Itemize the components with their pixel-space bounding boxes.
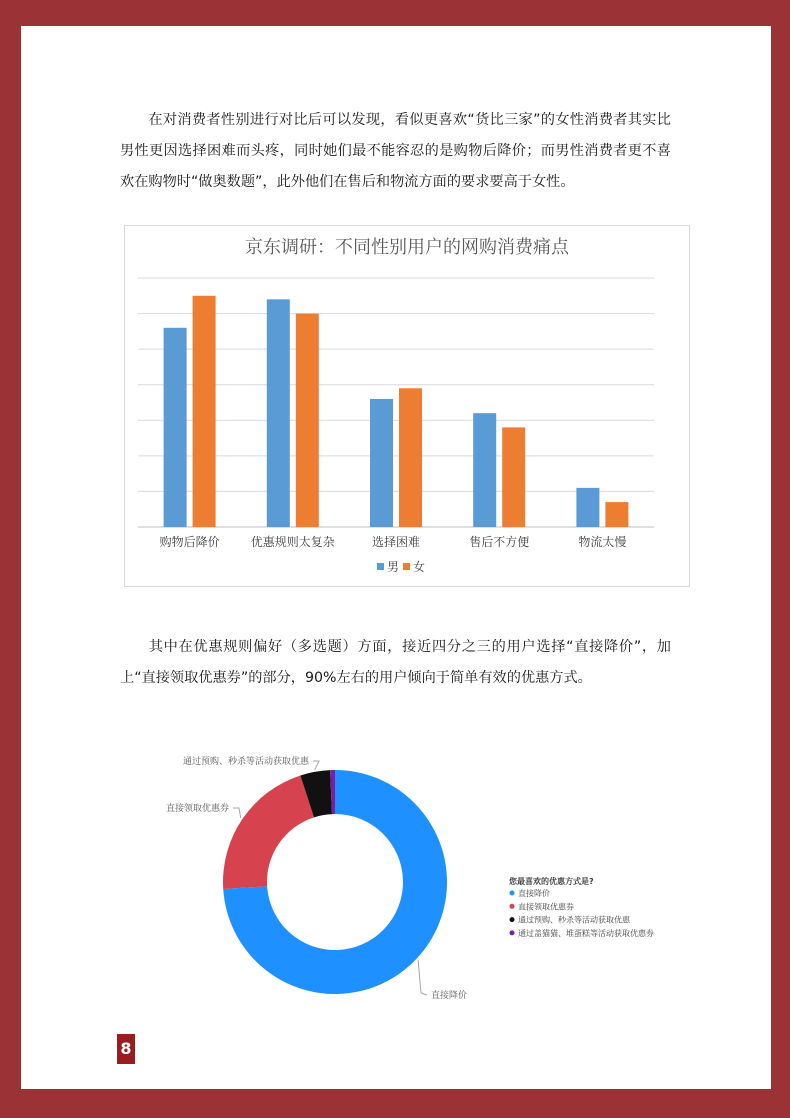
legend-dot (510, 904, 515, 909)
bar-chart-pain-points (124, 225, 690, 587)
leader-line (313, 761, 319, 770)
paragraph-text: 在对消费者性别进行对比后可以发现，看似更喜欢“货比三家”的女性消费者其实比男性更因选择困难而头疼，同时她们最不能容忍的是购物后降价；而男性消费者更不喜欢在购物时“做奥数题”，此外他们在售后和物流方面的要求要高于女性。 (120, 112, 671, 190)
leader-line (233, 808, 241, 818)
paragraph-discount-preference (120, 632, 671, 694)
leader-line (418, 960, 427, 995)
paragraph-text: 其中在优惠规则偏好（多选题）方面，接近四分之三的用户选择“直接降价”，加上“直接领取优惠券”的部分，90%左右的用户倾向于简单有效的优惠方式。 (120, 639, 671, 686)
legend-label: 通过盖猫猫、堆蛋糕等活动获取优惠券 (518, 928, 654, 938)
bar-male-3 (473, 413, 496, 527)
legend-swatch (403, 563, 410, 570)
bar-male-1 (267, 299, 290, 527)
slice-label: 直接领取优惠券 (165, 804, 229, 814)
x-tick-label: 优惠规则太复杂 (250, 535, 335, 549)
bar-female-0 (193, 296, 216, 527)
bar-male-2 (370, 399, 393, 527)
legend-title: 您最喜欢的优惠方式是? (509, 877, 594, 886)
bar-male-0 (164, 328, 187, 527)
x-tick-label: 售后不方便 (469, 535, 530, 549)
legend-dot (510, 917, 515, 922)
legend-label: 男 (387, 560, 400, 574)
bar-female-3 (502, 427, 525, 527)
donut-chart-discount (121, 736, 701, 1026)
chart-title: 京东调研：不同性别用户的网购消费痛点 (245, 237, 569, 258)
legend-dot (510, 891, 515, 896)
slice-label: 直接降价 (431, 991, 468, 1001)
donut-chart-canvas (121, 736, 701, 1026)
legend-label: 直接降价 (518, 889, 550, 898)
legend-label: 通过预购、秒杀等活动获取优惠 (518, 915, 630, 925)
legend-label: 直接领取优惠券 (518, 902, 574, 912)
slice-label: 通过预购、秒杀等活动获取优惠 (182, 757, 309, 767)
legend-dot (510, 930, 515, 935)
donut-slice-1 (223, 775, 314, 889)
bar-male-4 (576, 488, 599, 527)
page-number: 8 (117, 1034, 135, 1064)
bar-female-2 (399, 388, 422, 527)
bar-female-1 (296, 314, 319, 527)
bar-female-4 (605, 502, 628, 527)
bar-chart-canvas (125, 226, 689, 586)
x-tick-label: 购物后降价 (159, 535, 220, 549)
legend-label: 女 (413, 560, 426, 574)
x-tick-label: 物流太慢 (578, 535, 627, 549)
legend-swatch (377, 563, 384, 570)
x-tick-label: 选择困难 (371, 535, 421, 549)
document-page (21, 26, 771, 1089)
paragraph-gender-comparison (120, 105, 671, 198)
